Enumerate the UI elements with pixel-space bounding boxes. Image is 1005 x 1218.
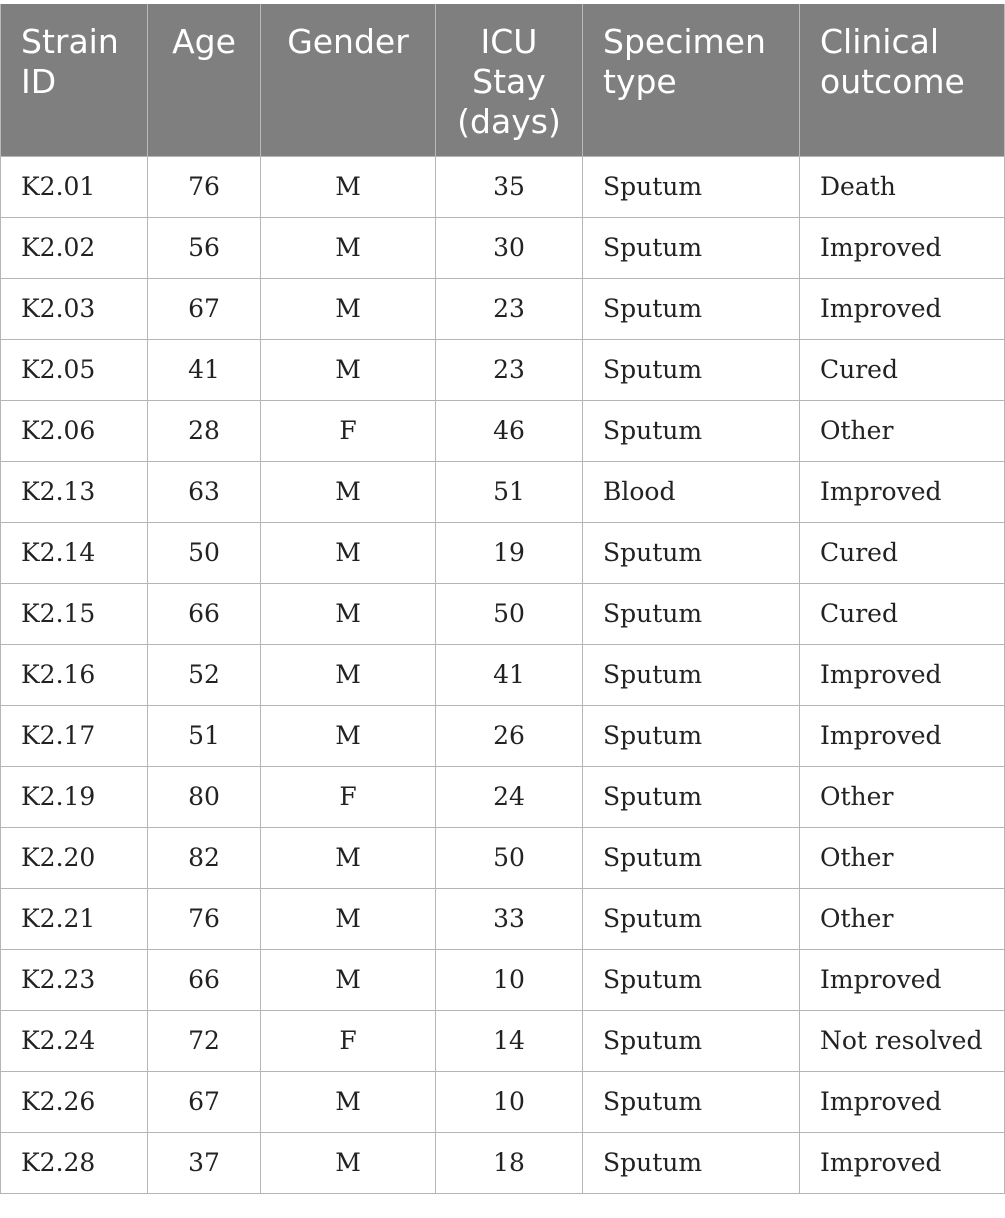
age-cell: 82 [148,827,261,888]
age-cell: 80 [148,766,261,827]
gender-cell: F [261,766,436,827]
gender-cell: F [261,1010,436,1071]
strain-id-cell: K2.20 [1,827,148,888]
icu-stay-cell: 33 [436,888,583,949]
clinical-outcome-cell: Improved [800,278,1005,339]
table-row [1,583,1005,644]
table-row [1,705,1005,766]
age-cell: 52 [148,644,261,705]
strain-id-cell: K2.06 [1,400,148,461]
table-row [1,278,1005,339]
specimen-type-cell: Sputum [583,705,800,766]
table-row [1,644,1005,705]
specimen-type-cell: Sputum [583,339,800,400]
gender-cell: M [261,1071,436,1132]
clinical-outcome-cell: Cured [800,583,1005,644]
age-cell: 41 [148,339,261,400]
table-row [1,217,1005,278]
table-row [1,1071,1005,1132]
strain-id-cell: K2.28 [1,1132,148,1193]
clinical-outcome-cell: Not resolved [800,1010,1005,1071]
icu-stay-cell: 46 [436,400,583,461]
header-row [1,4,1005,156]
strain-id-cell: K2.13 [1,461,148,522]
header-clinical-outcome: Clinical outcome [800,4,1005,156]
strain-id-cell: K2.24 [1,1010,148,1071]
table-header [1,4,1005,156]
age-cell: 76 [148,888,261,949]
strain-id-cell: K2.02 [1,217,148,278]
header-gender: Gender [261,4,436,156]
table-row [1,339,1005,400]
specimen-type-cell: Sputum [583,1132,800,1193]
clinical-outcome-cell: Cured [800,339,1005,400]
specimen-type-cell: Sputum [583,1071,800,1132]
strain-id-cell: K2.19 [1,766,148,827]
clinical-outcome-cell: Improved [800,1071,1005,1132]
strain-id-cell: K2.05 [1,339,148,400]
age-cell: 50 [148,522,261,583]
gender-cell: M [261,156,436,217]
age-cell: 67 [148,1071,261,1132]
specimen-type-cell: Sputum [583,827,800,888]
age-cell: 51 [148,705,261,766]
age-cell: 66 [148,949,261,1010]
gender-cell: M [261,644,436,705]
specimen-type-cell: Sputum [583,1010,800,1071]
icu-stay-cell: 18 [436,1132,583,1193]
icu-stay-cell: 51 [436,461,583,522]
clinical-outcome-cell: Other [800,888,1005,949]
gender-cell: M [261,827,436,888]
specimen-type-cell: Sputum [583,583,800,644]
header-strain-id: Strain ID [1,4,148,156]
gender-cell: F [261,400,436,461]
icu-stay-cell: 10 [436,1071,583,1132]
specimen-type-cell: Sputum [583,522,800,583]
strain-id-cell: K2.03 [1,278,148,339]
header-specimen-type: Specimen type [583,4,800,156]
icu-stay-cell: 35 [436,156,583,217]
icu-stay-cell: 30 [436,217,583,278]
icu-stay-cell: 23 [436,278,583,339]
specimen-type-cell: Blood [583,461,800,522]
clinical-outcome-cell: Improved [800,949,1005,1010]
specimen-type-cell: Sputum [583,217,800,278]
gender-cell: M [261,339,436,400]
clinical-outcome-cell: Other [800,766,1005,827]
clinical-data-table [0,4,1005,1194]
gender-cell: M [261,583,436,644]
strain-id-cell: K2.21 [1,888,148,949]
icu-stay-cell: 10 [436,949,583,1010]
icu-stay-cell: 24 [436,766,583,827]
specimen-type-cell: Sputum [583,949,800,1010]
age-cell: 72 [148,1010,261,1071]
gender-cell: M [261,705,436,766]
strain-id-cell: K2.23 [1,949,148,1010]
clinical-outcome-cell: Cured [800,522,1005,583]
age-cell: 66 [148,583,261,644]
gender-cell: M [261,217,436,278]
table-row [1,1132,1005,1193]
gender-cell: M [261,949,436,1010]
clinical-outcome-cell: Other [800,827,1005,888]
specimen-type-cell: Sputum [583,400,800,461]
table-row [1,827,1005,888]
table-row [1,949,1005,1010]
header-age: Age [148,4,261,156]
clinical-outcome-cell: Death [800,156,1005,217]
table-body [1,156,1005,1193]
icu-stay-cell: 23 [436,339,583,400]
strain-id-cell: K2.16 [1,644,148,705]
specimen-type-cell: Sputum [583,766,800,827]
table-row [1,766,1005,827]
icu-stay-cell: 41 [436,644,583,705]
strain-id-cell: K2.14 [1,522,148,583]
age-cell: 37 [148,1132,261,1193]
age-cell: 56 [148,217,261,278]
gender-cell: M [261,278,436,339]
table-row [1,461,1005,522]
specimen-type-cell: Sputum [583,156,800,217]
gender-cell: M [261,461,436,522]
clinical-outcome-cell: Improved [800,1132,1005,1193]
strain-id-cell: K2.17 [1,705,148,766]
age-cell: 63 [148,461,261,522]
clinical-outcome-cell: Improved [800,705,1005,766]
table-row [1,400,1005,461]
icu-stay-cell: 50 [436,583,583,644]
age-cell: 76 [148,156,261,217]
clinical-outcome-cell: Improved [800,644,1005,705]
icu-stay-cell: 14 [436,1010,583,1071]
strain-id-cell: K2.01 [1,156,148,217]
table-row [1,156,1005,217]
specimen-type-cell: Sputum [583,644,800,705]
age-cell: 28 [148,400,261,461]
gender-cell: M [261,888,436,949]
table-row [1,888,1005,949]
gender-cell: M [261,522,436,583]
clinical-outcome-cell: Improved [800,217,1005,278]
icu-stay-cell: 19 [436,522,583,583]
specimen-type-cell: Sputum [583,888,800,949]
gender-cell: M [261,1132,436,1193]
specimen-type-cell: Sputum [583,278,800,339]
age-cell: 67 [148,278,261,339]
clinical-data-table-container [0,4,1004,1194]
header-icu-stay: ICU Stay (days) [436,4,583,156]
icu-stay-cell: 26 [436,705,583,766]
strain-id-cell: K2.15 [1,583,148,644]
icu-stay-cell: 50 [436,827,583,888]
table-row [1,1010,1005,1071]
clinical-outcome-cell: Other [800,400,1005,461]
clinical-outcome-cell: Improved [800,461,1005,522]
strain-id-cell: K2.26 [1,1071,148,1132]
table-row [1,522,1005,583]
